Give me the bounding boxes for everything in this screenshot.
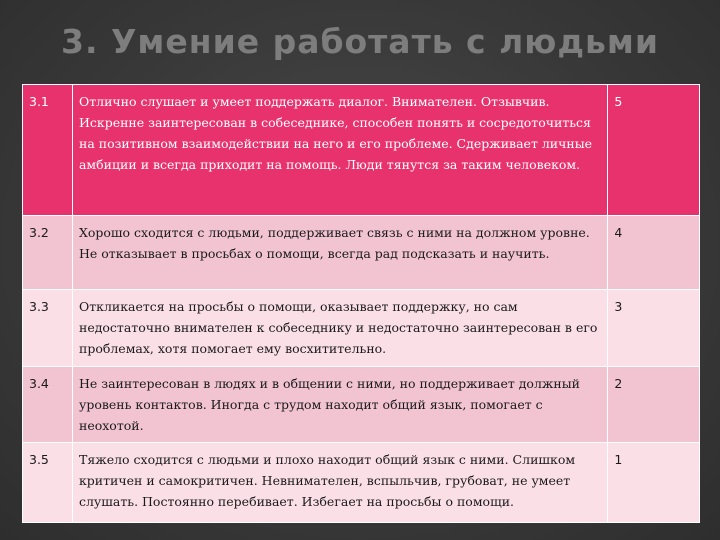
row-score: 5 (608, 85, 700, 216)
row-description: Отлично слушает и умеет поддержать диалог. Внимателен. Отзывчив. Искренне заинтересован в собеседнике, способен понять и сосредоточиться на позитивном взаимодействии на него и его проблеме. Сдерживает личные амбиции и всегда приходит на помощь. Люди тянутся за таким человеком. (72, 85, 607, 216)
slide-title: 3. Умение работать с людьми (61, 22, 659, 61)
row-description: Не заинтересован в людях и в общении с ними, но поддерживает должный уровень контактов. Иногда с трудом находит общий язык, помогает с неохотой. (72, 367, 607, 443)
row-description: Откликается на просьбы о помощи, оказывает поддержку, но сам недостаточно внимателен к собеседнику и недостаточно заинтересован в его проблемах, хотя помогает ему восхитительно. (72, 290, 607, 367)
row-number: 3.3 (23, 290, 73, 367)
table-row (23, 367, 700, 443)
row-description: Тяжело сходится с людьми и плохо находит общий язык с ними. Слишком критичен и самокритичен. Невнимателен, вспыльчив, грубоват, не умеет слушать. Постоянно перебивает. Избегает на просьбы о помощи. (72, 443, 607, 523)
table-row (23, 290, 700, 367)
criteria-table (22, 84, 700, 523)
row-score: 3 (608, 290, 700, 367)
row-number: 3.4 (23, 367, 73, 443)
table-row (23, 85, 700, 216)
row-score: 4 (608, 216, 700, 290)
row-score: 2 (608, 367, 700, 443)
table-row (23, 216, 700, 290)
row-number: 3.1 (23, 85, 73, 216)
row-number: 3.5 (23, 443, 73, 523)
row-score: 1 (608, 443, 700, 523)
row-description: Хорошо сходится с людьми, поддерживает связь с ними на должном уровне. Не отказывает в просьбах о помощи, всегда рад подсказать и научить. (72, 216, 607, 290)
row-number: 3.2 (23, 216, 73, 290)
table-row (23, 443, 700, 523)
